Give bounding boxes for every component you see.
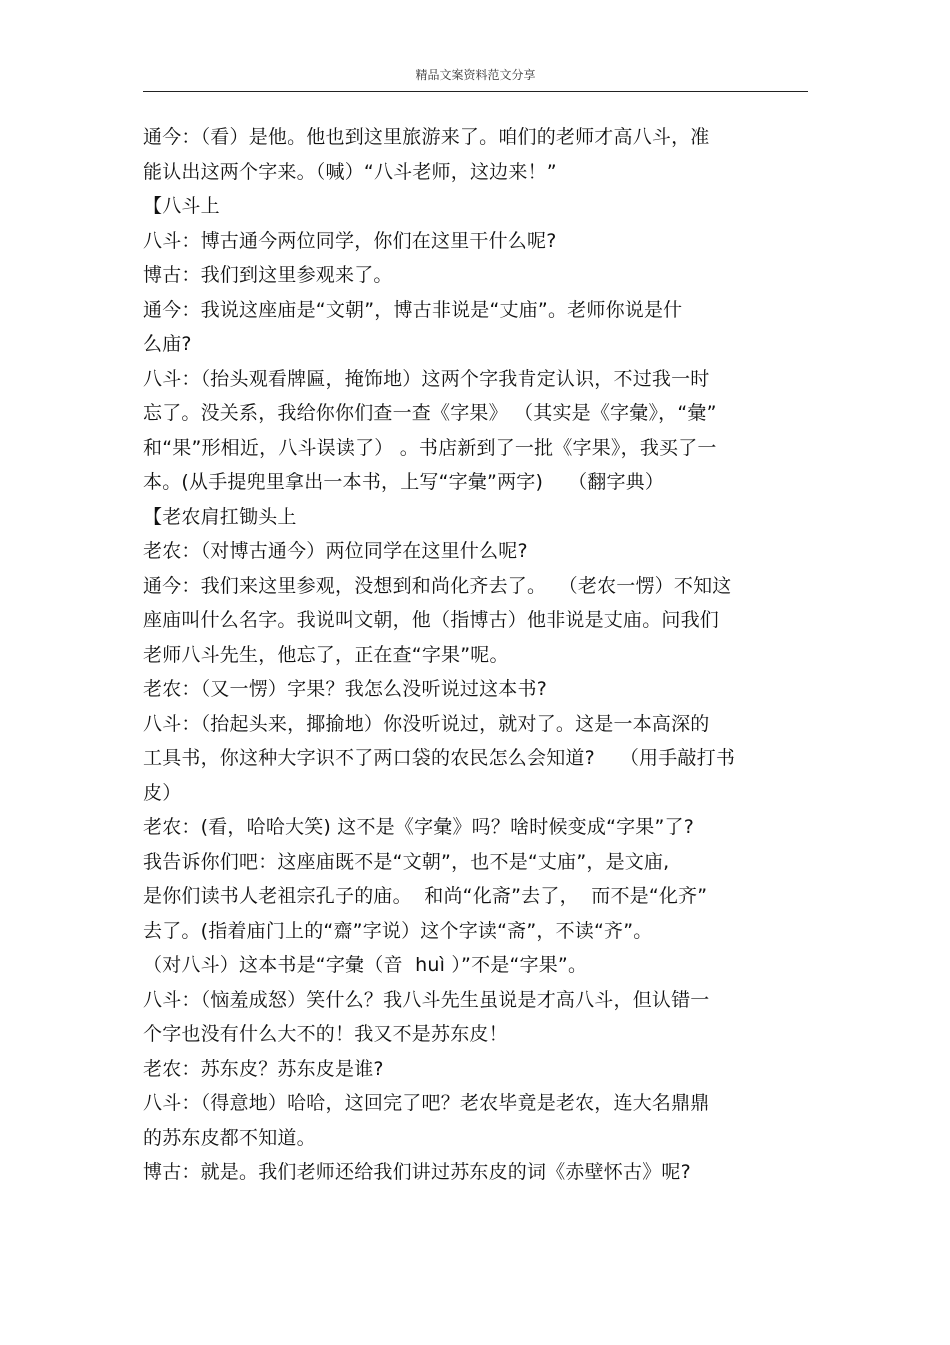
page-header: 精品文案资料范文分享 [415, 68, 536, 82]
text-line: 老师八斗先生，他忘了，正在查“字果”呢。 [143, 643, 509, 666]
text-line: 【老农肩扛锄头上 [143, 505, 297, 528]
document-body [143, 120, 823, 1190]
text-line: 皮） [143, 781, 182, 804]
text-line: 个字也没有什么大不的！我又不是苏东皮！ [143, 1023, 508, 1045]
text-line: 么庙? [143, 333, 192, 355]
text-line: （对八斗）这本书是“字彙（音 huì ）”不是“字果”。 [143, 954, 588, 976]
text-line: 八斗：（抬头观看牌匾，掩饰地）这两个字我肯定认识，不过我一时 [143, 367, 710, 390]
text-line: 忘了。没关系，我给你你们查一查《字果》 （其实是《字彙》，“彙” [143, 402, 717, 424]
text-line: 的苏东皮都不知道。 [143, 1126, 316, 1149]
text-line: 能认出这两个字来。（喊）“八斗老师，这边来！” [143, 160, 557, 183]
text-line: 八斗：（得意地）哈哈，这回完了吧？老农毕竟是老农，连大名鼎鼎 [143, 1092, 710, 1114]
text-line: 是你们读书人老祖宗孔子的庙。 和尚“化斋”去了， 而不是“化齐” [143, 885, 708, 907]
text-line: 通今：我说这座庙是“文朝”，博古非说是“丈庙”。老师你说是什 [143, 298, 683, 321]
header-rule [143, 91, 808, 92]
text-line: 通今：（看）是他。他也到这里旅游来了。咱们的老师才高八斗，准 [143, 126, 710, 148]
text-line: 通今：我们来这里参观，没想到和尚化齐去了。 （老农一愣）不知这 [143, 574, 732, 597]
text-line: 去了。(指着庙门上的“齋”字说）这个字读“斋”，不读“齐”。 [143, 919, 653, 942]
text-line: 【八斗上 [143, 195, 220, 217]
text-line: 八斗：（恼羞成怒）笑什么？我八斗先生虽说是才高八斗，但认错一 [143, 988, 710, 1011]
text-line: 八斗：博古通今两位同学，你们在这里干什么呢? [143, 229, 557, 252]
text-line: 博古：我们到这里参观来了。 [143, 264, 393, 286]
text-line: 座庙叫什么名字。我说叫文朝，他（指博古）他非说是丈庙。问我们 [143, 609, 720, 631]
text-line: 和“果”形相近，八斗误读了） 。书店新到了一批《字果》，我买了一 [143, 436, 717, 459]
text-line: 我告诉你们吧：这座庙既不是“文朝”，也不是“丈庙”，是文庙, [143, 850, 670, 873]
text-line: 本。(从手提兜里拿出一本书，上写“字彙”两字) （翻字典） [143, 471, 665, 493]
text-line: 博古：就是。我们老师还给我们讲过苏东皮的词《赤壁怀古》呢? [143, 1161, 691, 1183]
text-line: 老农：(看，哈哈大笑) 这不是《字彙》吗？啥时候变成“字果”了? [143, 816, 695, 838]
text-line: 八斗：（抬起头来，揶揄地）你没听说过，就对了。这是一本高深的 [143, 712, 710, 735]
text-line: 老农：（对博古通今）两位同学在这里什么呢? [143, 540, 528, 562]
text-line: 工具书，你这种大字识不了两口袋的农民怎么会知道? （用手敲打书 [143, 747, 736, 769]
text-line: 老农：（又一愣）字果？我怎么没听说过这本书? [143, 678, 547, 700]
text-line: 老农：苏东皮？苏东皮是谁? [143, 1057, 384, 1080]
